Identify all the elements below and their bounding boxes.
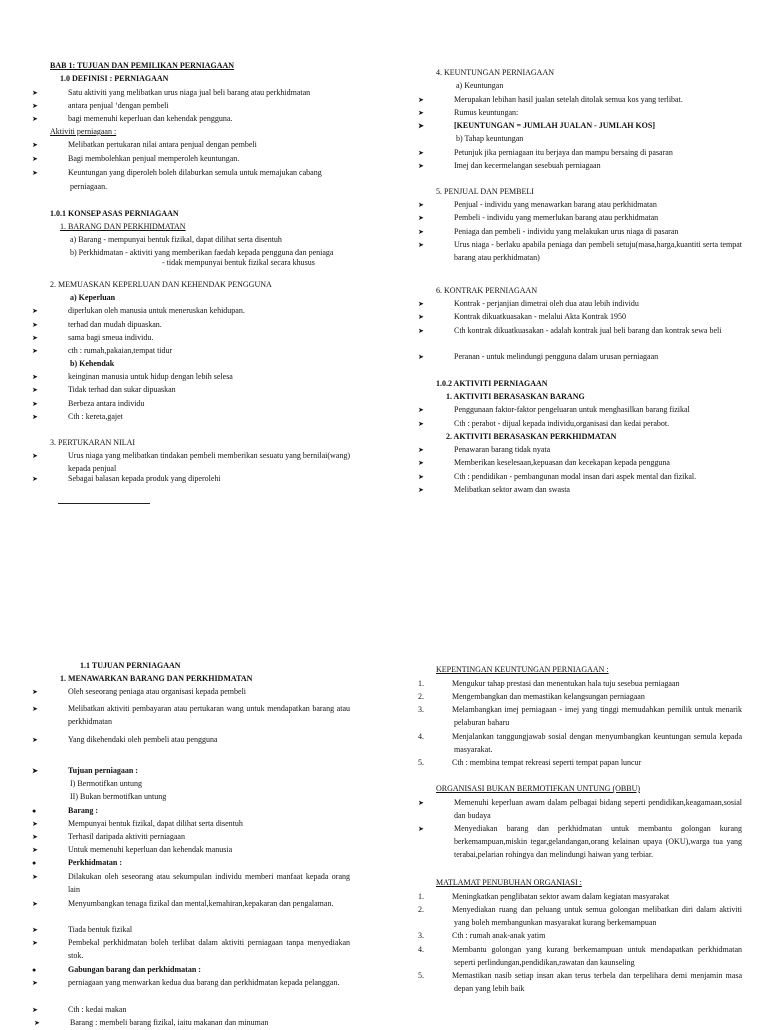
page3-line-21 — [34, 1017, 350, 1030]
line-text: Penggunaan faktor-faktor pengeluaran untuk menghasilkan barang fizikal — [454, 405, 690, 414]
page2-line-3 — [418, 94, 742, 107]
page4-line-1 — [436, 664, 742, 677]
page4-line-15 — [418, 970, 742, 996]
arrow-bullet-icon: ➤ — [32, 321, 38, 329]
line-text: Kontrak dikuatkuasakan - melalui Akta Kontrak 1950 — [454, 312, 626, 321]
page4-line-14 — [418, 944, 742, 970]
line-text: 4. KEUNTUNGAN PERNIAGAAN — [436, 68, 554, 77]
page3-line-6 — [32, 765, 350, 778]
document-page-top — [0, 0, 768, 512]
page2-line-18 — [418, 351, 742, 364]
page3-line-14 — [32, 871, 350, 897]
line-text: perniagaan yang menwarkan kedua dua barang dan perkhidmatan kepada pelanggan. — [68, 978, 340, 987]
line-text: Menyumbangkan tenaga fizikal dan mental,kemahiran,kepakaran dan pengalaman. — [68, 899, 334, 908]
line-text: Cth : pendidikan - pembangunan modal insan dari aspek mental dan fizikal. — [454, 472, 697, 481]
page3-line-5 — [32, 734, 350, 747]
line-text: Melibatkan aktiviti pembayaran atau pertukaran wang untuk mendapatkan barang atau perkhidmatan — [68, 704, 350, 726]
arrow-bullet-icon: ➤ — [32, 926, 38, 934]
line-text: Menyediakan ruang dan peluang untuk semua golongan melibatkan diri dalam aktiviti yang boleh membangunkan masyarakat kurang berkemampuan — [452, 905, 742, 927]
line-text: 3. PERTUKARAN NILAI — [50, 438, 136, 447]
line-text: Gabungan barang dan perkhidmatan : — [68, 965, 201, 974]
page2-line-12 — [418, 226, 742, 239]
page2-line-26 — [418, 471, 742, 484]
page-1-column — [32, 0, 350, 512]
line-text: - tidak mempunyai bentuk fizikal secara khusus — [162, 258, 315, 267]
document-page-bottom — [0, 512, 768, 1027]
line-text: Menyediakan barang dan perkhidmatan untuk membantu golongan kurang berkemampuan,miskin tegar,gelandangan,orang kelainan upaya (OKU),warga tua yang terabai,pelarian rohingya dan melindungi haiwan yang terbiar. — [454, 824, 742, 859]
line-text: a) Keuntungan — [456, 81, 504, 90]
line-text: Peranan - untuk melindungi pengguna dalam urusan perniagaan — [454, 352, 659, 361]
arrow-bullet-icon: ➤ — [32, 169, 38, 177]
line-text: Yang dikehendaki oleh pembeli atau pengguna — [68, 735, 218, 744]
page3-line-3 — [32, 686, 350, 699]
line-text: Cth : membina tempat rekreasi seperti tempat papan luncur — [452, 758, 642, 767]
page1-line-11 — [50, 208, 350, 221]
line-text: b) Tahap keuntungan — [456, 134, 524, 143]
arrow-bullet-icon: ➤ — [32, 705, 38, 713]
line-text: b) Kehendak — [70, 359, 115, 368]
page2-line-8 — [418, 160, 742, 173]
page2-line-4 — [418, 107, 742, 120]
page2-line-17 — [418, 325, 742, 338]
line-text: Memenuhi keperluan awam dalam pelbagai bidang seperti pendidikan,keagamaan,sosial dan budaya — [454, 798, 742, 820]
line-text: Berbeza antara individu — [68, 399, 145, 408]
arrow-bullet-icon: ➤ — [418, 201, 424, 209]
arrow-bullet-icon: ➤ — [32, 386, 38, 394]
page2-line-6 — [436, 133, 742, 146]
arrow-bullet-icon: ➤ — [418, 300, 424, 308]
line-text: Melibatkan pertukaran nilai antara penjual dengan pembeli — [68, 140, 257, 149]
line-text: Penjual - individu yang menawarkan barang atau perkhidmatan — [454, 200, 657, 209]
arrow-bullet-icon: ➤ — [418, 825, 424, 833]
line-text: Tiada bentuk fizikal — [68, 925, 133, 934]
list-number: 5. — [418, 971, 424, 980]
line-text: 1.0.1 KONSEP ASAS PERNIAGAAN — [50, 209, 179, 218]
line-text: sama bagi smeua individu. — [68, 333, 154, 342]
arrow-bullet-icon: ➤ — [418, 420, 424, 428]
arrow-bullet-icon: ➤ — [32, 873, 38, 881]
arrow-bullet-icon: ➤ — [32, 413, 38, 421]
line-text: b) Perkhidmatan - aktiviti yang memberikan faedah kepada pengguna dan peniaga — [70, 248, 334, 257]
arrow-bullet-icon: ➤ — [418, 406, 424, 414]
page2-line-5 — [418, 120, 742, 133]
line-text: keinginan manusia untuk hidup dengan lebih selesa — [68, 372, 233, 381]
line-text: 1. MENAWARKAN BARANG DAN PERKHIDMATAN — [60, 674, 253, 683]
page2-line-25 — [418, 457, 742, 470]
page2-line-22 — [418, 418, 742, 431]
line-text: perniagaan. — [70, 182, 108, 191]
line-text: 1.0 DEFINISI : PERNIAGAAN — [60, 74, 169, 83]
page2-line-11 — [418, 212, 742, 225]
page2-line-20 — [436, 391, 742, 404]
list-number: 2. — [418, 692, 424, 701]
list-number: 3. — [418, 705, 424, 714]
page2-line-24 — [418, 444, 742, 457]
page3-line-13 — [32, 857, 350, 870]
line-text: Melibatkan sektor awam dan swasta — [454, 485, 570, 494]
line-text: Aktiviti perniagaan : — [50, 127, 117, 136]
line-text: Meningkatkan penglibatan sektor awam dalam kegiatan masyarakat — [452, 892, 670, 901]
page1-line-19 — [32, 319, 350, 332]
arrow-bullet-icon: ➤ — [418, 228, 424, 236]
arrow-bullet-icon: ➤ — [32, 833, 38, 841]
page3-line-7 — [50, 778, 350, 791]
line-text: Pembeli - individu yang memerlukan barang atau perkhidmatan — [454, 213, 659, 222]
line-text: Kontrak - perjanjian dimetrai oleh dua atau lebih individu — [454, 299, 639, 308]
arrow-bullet-icon: ➤ — [32, 979, 38, 987]
line-text: Mengukur tahap prestasi dan menentukan hala tuju sesebua perniagaan — [452, 679, 680, 688]
line-text: II) Bukan bermotifkan untung — [70, 792, 167, 801]
arrow-bullet-icon: ➤ — [32, 846, 38, 854]
page3-line-20 — [32, 1004, 350, 1017]
line-text: Cth : kedai makan — [68, 1005, 127, 1014]
page4-line-13 — [418, 930, 742, 943]
arrow-bullet-icon: ➤ — [32, 115, 38, 123]
list-number: 3. — [418, 931, 424, 940]
arrow-bullet-icon: ➤ — [32, 155, 38, 163]
page1-line-10 — [50, 181, 350, 194]
line-text: BAB 1: TUJUAN DAN PEMILIKAN PERNIAGAAN — [50, 61, 235, 70]
page2-line-14 — [436, 285, 742, 298]
line-text: Penawaran barang tidak nyata — [454, 445, 551, 454]
line-text: terhad dan mudah dipuaskan. — [68, 320, 162, 329]
page2-line-15 — [418, 298, 742, 311]
line-text: Barang : — [68, 806, 98, 815]
arrow-bullet-icon: ➤ — [418, 313, 424, 321]
page1-line-20 — [32, 332, 350, 345]
arrow-bullet-icon: ➤ — [418, 241, 424, 249]
line-text: Cth : rumah anak-anak yatim — [452, 931, 546, 940]
line-text: Barang : membeli barang fizikal, iaitu makanan dan minuman — [70, 1018, 269, 1027]
list-number: 1. — [418, 679, 424, 688]
page3-line-18 — [32, 964, 350, 977]
line-text: Cth : kereta,gajet — [68, 412, 123, 421]
page4-line-5 — [418, 731, 742, 757]
line-text: 5. PENJUAL DAN PEMBELI — [436, 187, 534, 196]
page1-line-27 — [50, 437, 350, 450]
line-text: Terhasil daripada aktiviti perniagaan — [68, 832, 185, 841]
page1-line-29 — [32, 473, 350, 486]
line-text: Petunjuk jika perniagaan itu berjaya dan mampu bersaing di pasaran — [454, 148, 673, 157]
page4-line-9 — [418, 823, 742, 861]
line-text: ORGANISASI BUKAN BERMOTIFKAN UNTUNG (OBBU) — [436, 784, 641, 793]
page3-line-2 — [50, 673, 350, 686]
bullet-dot-icon: ● — [32, 859, 37, 867]
line-text: Melambangkan imej perniagaan - imej yang tinggi memudahkan pemilik untuk menarik pelaburan baharu — [452, 705, 742, 727]
line-text: KEPENTINGAN KEUNTUNGAN PERNIAGAAN : — [436, 665, 609, 674]
page1-line-26 — [32, 411, 350, 424]
arrow-bullet-icon: ➤ — [32, 373, 38, 381]
page3-line-17 — [32, 937, 350, 963]
line-text: Memastikan nasib setiap insan akan terus terbela dan terpelihara demi menjamin masa depan yang lebih baik — [452, 971, 742, 993]
page1-line-4 — [32, 100, 350, 113]
line-text: Rumus keuntungan: — [454, 108, 519, 117]
page2-line-1 — [436, 67, 742, 80]
arrow-bullet-icon: ➤ — [32, 736, 38, 744]
page1-line-12 — [50, 221, 350, 234]
line-text: Pembekal perkhidmatan boleh terlibat dalam aktiviti perniagaan tanpa menyediakan stok. — [68, 938, 350, 960]
page4-line-10 — [436, 877, 742, 890]
line-text: MATLAMAT PENUBUHAN ORGANIASI : — [436, 878, 582, 887]
line-text: Dilakukan oleh seseorang atau sekumpulan individu memberi manfaat kepada orang lain — [68, 872, 350, 894]
page2-line-23 — [436, 431, 742, 444]
page1-line-13 — [50, 234, 350, 247]
page2-line-7 — [418, 147, 742, 160]
arrow-bullet-icon: ➤ — [418, 96, 424, 104]
arrow-bullet-icon: ➤ — [32, 939, 38, 947]
page1-line-23 — [32, 371, 350, 384]
page1-line-25 — [32, 398, 350, 411]
page3-line-19 — [32, 977, 350, 990]
arrow-bullet-icon: ➤ — [418, 149, 424, 157]
page4-line-3 — [418, 691, 742, 704]
page-3-column — [32, 512, 350, 1027]
page3-line-16 — [32, 924, 350, 937]
page4-line-2 — [418, 678, 742, 691]
arrow-bullet-icon: ➤ — [34, 1019, 40, 1027]
page1-line-21 — [32, 345, 350, 358]
page2-line-9 — [436, 186, 742, 199]
line-text: Cth : perabot - dijual kepada individu,organisasi dan kedai perabot. — [454, 419, 670, 428]
arrow-bullet-icon: ➤ — [32, 102, 38, 110]
page4-line-6 — [418, 757, 742, 770]
line-text: Tujuan perniagaan : — [68, 766, 138, 775]
page2-line-13 — [418, 239, 742, 265]
page3-line-9 — [32, 805, 350, 818]
arrow-bullet-icon: ➤ — [32, 688, 38, 696]
page1-line-16 — [50, 279, 350, 292]
line-text: Memberikan keselesaan,kepuasan dan kecekapan kepada pengguna — [454, 458, 670, 467]
line-text: Menjalankan tanggungjawab sosial dengan menyumbangkan keuntungan semula kepada masyarakat. — [452, 732, 742, 754]
page3-line-12 — [32, 844, 350, 857]
arrow-bullet-icon: ➤ — [32, 89, 38, 97]
line-text: Peniaga dan pembeli - individu yang melakukan urus niaga di pasaran — [454, 227, 679, 236]
footnote-divider — [58, 503, 150, 504]
line-text: antara penjual ‘dengan pembeli — [68, 101, 169, 110]
line-text: Tidak terhad dan sukar dipuaskan — [68, 385, 176, 394]
arrow-bullet-icon: ➤ — [32, 141, 38, 149]
arrow-bullet-icon: ➤ — [418, 122, 424, 130]
page4-line-7 — [436, 783, 742, 796]
arrow-bullet-icon: ➤ — [32, 820, 38, 828]
page1-line-8 — [32, 153, 350, 166]
line-text: Untuk memenuhi keperluan dan kehendak manusia — [68, 845, 233, 854]
arrow-bullet-icon: ➤ — [418, 353, 424, 361]
line-text: 2. AKTIVITI BERASASKAN PERKHIDMATAN — [446, 432, 617, 441]
line-text: Membantu golongan yang kurang berkemampuan untuk mendapatkan perkhidmatan seperti perlindungan,pendidikan,rawatan dan kaunseling — [452, 945, 742, 967]
page1-line-6 — [50, 126, 350, 139]
line-text: Keuntungan yang diperoleh boleh dilaburkan semula untuk memajukan cabang — [68, 168, 322, 177]
arrow-bullet-icon: ➤ — [418, 459, 424, 467]
line-text: Urus niaga - berlaku apabila peniaga dan pembeli setuju(masa,harga,kuantiti serta tempat barang atau perkhidmatan) — [454, 240, 742, 262]
page1-line-17 — [50, 292, 350, 305]
page1-line-9 — [32, 167, 350, 180]
arrow-bullet-icon: ➤ — [418, 799, 424, 807]
page3-line-4 — [32, 703, 350, 729]
page2-line-27 — [418, 484, 742, 497]
page3-line-1 — [50, 660, 350, 673]
bullet-dot-icon: ● — [32, 807, 37, 815]
arrow-bullet-icon: ➤ — [32, 1006, 38, 1014]
arrow-bullet-icon: ➤ — [32, 900, 38, 908]
page1-line-22 — [50, 358, 350, 371]
page2-line-10 — [418, 199, 742, 212]
arrow-bullet-icon: ➤ — [418, 214, 424, 222]
arrow-bullet-icon: ➤ — [418, 162, 424, 170]
line-text: [KEUNTUNGAN = JUMLAH JUALAN - JUMLAH KOS] — [454, 121, 655, 130]
line-text: Perkhidmatan : — [68, 858, 122, 867]
page2-line-2 — [436, 80, 742, 93]
page1-line-28 — [32, 450, 350, 476]
page1-line-2 — [50, 73, 350, 86]
line-text: Oleh seseorang peniaga atau organisasi kepada pembeli — [68, 687, 247, 696]
page-2-column — [418, 0, 742, 512]
arrow-bullet-icon: ➤ — [418, 486, 424, 494]
line-text: 1. AKTIVITI BERASASKAN BARANG — [446, 392, 585, 401]
page1-line-24 — [32, 384, 350, 397]
line-text: 6. KONTRAK PERNIAGAAN — [436, 286, 538, 295]
list-number: 2. — [418, 905, 424, 914]
list-number: 1. — [418, 892, 424, 901]
line-text: 2. MEMUASKAN KEPERLUAN DAN KEHENDAK PENGGUNA — [50, 280, 272, 289]
line-text: a) Barang - mempunyai bentuk fizikal, dapat dilihat serta disentuh — [70, 235, 282, 244]
page2-line-19 — [436, 378, 742, 391]
page1-line-18 — [32, 305, 350, 318]
line-text: Cth kontrak dikuatkuasakan - adalah kontrak jual beli barang dan kontrak sewa beli — [454, 326, 722, 335]
line-text: a) Keperluan — [70, 293, 116, 302]
page-4-column — [418, 512, 742, 1024]
arrow-bullet-icon: ➤ — [32, 475, 38, 483]
arrow-bullet-icon: ➤ — [32, 767, 38, 775]
arrow-bullet-icon: ➤ — [418, 327, 424, 335]
line-text: Satu aktiviti yang melibatkan urus niaga jual beli barang atau perkhidmatan — [68, 88, 311, 97]
line-text: Imej dan kecermelangan sesebuah perniagaan — [454, 161, 601, 170]
arrow-bullet-icon: ➤ — [32, 334, 38, 342]
line-text: 1. BARANG DAN PERKHIDMATAN — [60, 222, 186, 231]
page4-line-4 — [418, 704, 742, 730]
line-text: Sebagai balasan kepada produk yang diperolehi — [68, 474, 221, 483]
page1-line-3 — [32, 87, 350, 100]
arrow-bullet-icon: ➤ — [418, 109, 424, 117]
line-text: Mempunyai bentuk fizikal, dapat dilihat serta disentuh — [68, 819, 243, 828]
arrow-bullet-icon: ➤ — [418, 473, 424, 481]
page3-line-15 — [32, 898, 350, 911]
arrow-bullet-icon: ➤ — [32, 400, 38, 408]
line-text: Mengembangkan dan memastikan kelangsungan perniagaan — [452, 692, 645, 701]
line-text: cth : rumah,pakaian,tempat tidur — [68, 346, 173, 355]
arrow-bullet-icon: ➤ — [418, 446, 424, 454]
line-text: bagi memenuhi keperluan dan kehendak pengguna. — [68, 114, 233, 123]
line-text: Bagi membolehkan penjual memperoleh keuntungan. — [68, 154, 240, 163]
line-text: diperlukan oleh manusia untuk meneruskan kehidupan. — [68, 306, 245, 315]
list-number: 5. — [418, 758, 424, 767]
page3-line-11 — [32, 831, 350, 844]
line-text: Merupakan lebihan hasil jualan setelah ditolak semua kos yang terlibat. — [454, 95, 683, 104]
page1-line-1 — [50, 60, 350, 73]
line-text: Urus niaga yang melibatkan tindakan pembeli memberikan sesuatu yang bernilai(wang) kepada penjual — [68, 451, 350, 473]
page2-line-21 — [418, 404, 742, 417]
page2-line-16 — [418, 311, 742, 324]
page3-line-8 — [50, 791, 350, 804]
bullet-dot-icon: ● — [32, 966, 37, 974]
arrow-bullet-icon: ➤ — [32, 347, 38, 355]
page1-line-5 — [32, 113, 350, 126]
list-number: 4. — [418, 732, 424, 741]
line-text: I) Bermotifkan untung — [70, 779, 142, 788]
page1-line-7 — [32, 139, 350, 152]
page4-line-12 — [418, 904, 742, 930]
list-number: 4. — [418, 945, 424, 954]
page1-line-15 — [50, 257, 350, 270]
line-text: 1.0.2 AKTIVITI PERNIAGAAN — [436, 379, 548, 388]
page4-line-8 — [418, 797, 742, 823]
page4-line-11 — [418, 891, 742, 904]
arrow-bullet-icon: ➤ — [32, 307, 38, 315]
page3-line-10 — [32, 818, 350, 831]
arrow-bullet-icon: ➤ — [32, 452, 38, 460]
line-text: 1.1 TUJUAN PERNIAGAAN — [80, 661, 181, 670]
